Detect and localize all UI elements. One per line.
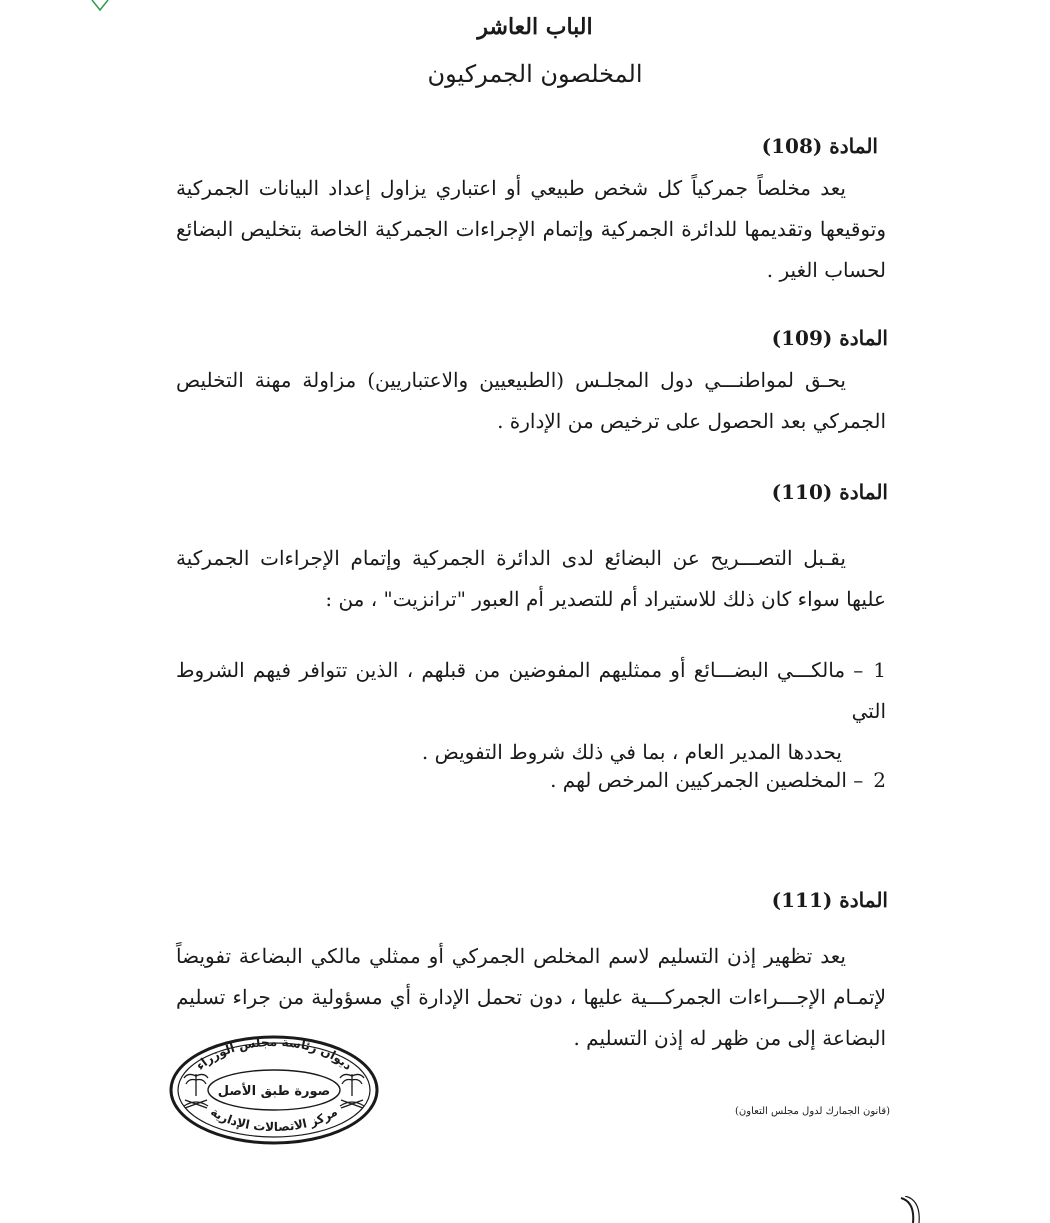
stamp-bottom-text: مركز الاتصالات الإدارية [208,1104,340,1135]
article-108-line-1: يعد مخلصاً جمركياً كل شخص طبيعي أو اعتباري يزاول إعداد البيانات الجمركية [176,176,846,200]
source-note: (قانون الجمارك لدول مجلس التعاون) [735,1106,890,1117]
chapter-title: الباب العاشر [477,14,593,40]
page-curl-mark-icon [895,1196,925,1223]
article-111-line-1: يعد تظهير إذن التسليم لاسم المخلص الجمركي أو ممثلي مالكي البضاعة تفويضاً [176,944,846,968]
article-110-line-1: يقـبل التصـــريح عن البضائع لدى الدائرة الجمركية وإتمام الإجراءات الجمركية [176,546,846,570]
article-110-heading: المادة (110) [771,480,888,504]
article-110-line-2: عليها سواء كان ذلك للاستيراد أم للتصدير أم العبور "ترانزيت" ، من : [325,587,886,611]
article-111-heading: المادة (111) [771,888,888,912]
palm-swords-emblem-icon [340,1074,364,1108]
svg-text:مركز الاتصالات الإدارية [208,1105,340,1135]
corner-mark-icon [90,0,110,14]
article-111-line-3: البضاعة إلى من ظهر له إذن التسليم . [573,1026,886,1050]
article-110-item-1 [176,650,886,773]
item-1-line-2: يحددها المدير العام ، بما في ذلك شروط التفويض . [421,740,842,764]
item-1-number: 1 [873,658,886,682]
article-109-text [176,360,886,442]
official-stamp [168,1034,380,1146]
article-109-heading: المادة (109) [771,326,888,350]
svg-text:ديوان رئاسة مجلس الوزراء [193,1035,355,1073]
palm-swords-emblem-icon [184,1074,208,1108]
article-108-text [176,168,886,291]
article-108-line-3: لحساب الغير . [766,258,886,282]
item-2-number: 2 [873,768,886,792]
chapter-subtitle: المخلصون الجمركيون [427,60,643,88]
article-108-line-2: وتوقيعها وتقديمها للدائرة الجمركية وإتمام الإجراءات الجمركية الخاصة بتخليص البضائع [176,217,886,241]
article-110-item-2 [176,760,886,801]
item-1-line-1: – مالكـــي البضـــائع أو ممثليهم المفوضين من قبلهم ، الذين تتوافر فيهم الشروط التي [176,658,886,723]
article-109-line-1: يحـق لمواطنـــي دول المجلـس (الطبيعيين والاعتباريين) مزاولة مهنة التخليص [176,368,846,392]
article-109-line-2: الجمركي بعد الحصول على ترخيص من الإدارة . [497,409,886,433]
article-110-text [176,538,886,620]
item-2-line-1: – المخلصين الجمركيين المرخص لهم . [550,768,864,792]
stamp-center-text: صورة طبق الأصل [217,1084,331,1099]
stamp-top-text: ديوان رئاسة مجلس الوزراء [193,1034,355,1073]
article-111-line-2: لإتمـام الإجـــراءات الجمركـــية عليها ، دون تحمل الإدارة أي مسؤولية من جراء تسليم [176,985,886,1009]
article-108-heading: المادة (108) [761,134,878,158]
